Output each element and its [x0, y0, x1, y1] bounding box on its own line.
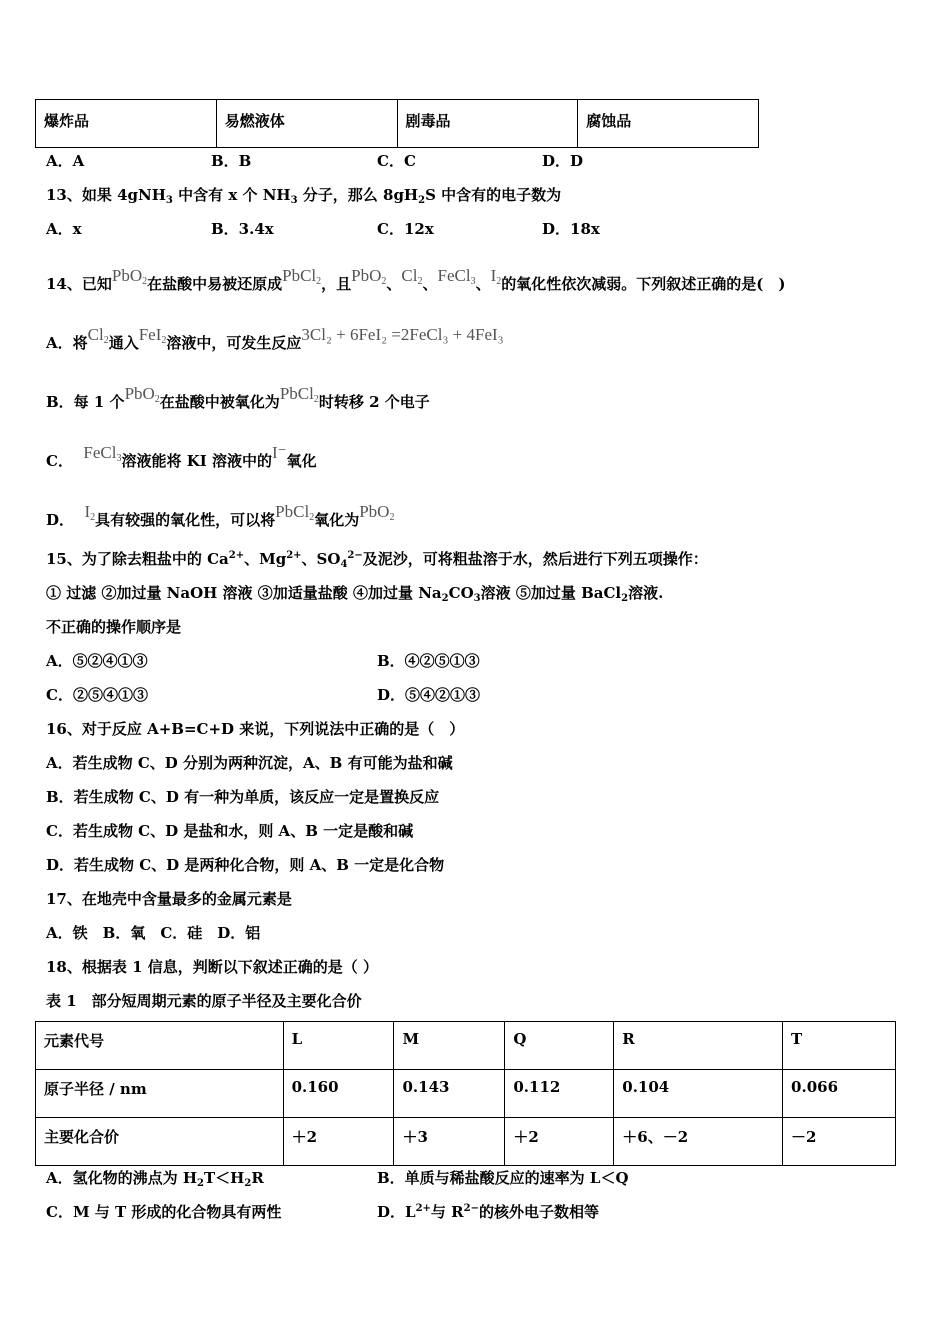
table-cell: 腐蚀品 [578, 100, 759, 148]
option-a: A．将Cl2通入FeI2溶液中，可发生反应3Cl₂ + 6FeI₂ =2FeCl₃ + 4FeI₃ [46, 325, 504, 352]
option-c: C．12x [377, 220, 434, 238]
table-cell: 0.112 [505, 1070, 614, 1118]
option-d: D．⑤④②①③ [377, 686, 481, 704]
table-cell: 0.066 [783, 1070, 896, 1118]
option-d: D．$L^{2+}$与 $R^{2-}$的核外电子数相等 [377, 1203, 599, 1221]
table-cell: 0.143 [394, 1070, 505, 1118]
table-cell: 原子半径 / nm [36, 1070, 284, 1118]
table-cell: M [394, 1022, 505, 1070]
table-cell: 易燃液体 [216, 100, 397, 148]
table-cell: Q [505, 1022, 614, 1070]
table-cell: 剧毒品 [397, 100, 578, 148]
table-cell: ＋6、－2 [614, 1118, 783, 1166]
table-cell: ＋2 [283, 1118, 394, 1166]
option-d: D． I2具有较强的氧化性，可以将PbCl2氧化为PbO2 [46, 502, 395, 529]
option-a: A．氢化物的沸点为 $H_2T<H_2R$ [46, 1169, 264, 1189]
element-table [35, 1021, 896, 1166]
table-cell: 0.104 [614, 1070, 783, 1118]
option-c: C．②⑤④①③ [46, 686, 148, 704]
table-row [36, 1070, 896, 1118]
question-17-options: A．铁 B．氧 C．硅 D．铝 [46, 924, 261, 942]
option-c: C．C [377, 152, 416, 170]
option-d: D．若生成物 C、D 是两种化合物，则 A、B 一定是化合物 [46, 856, 445, 874]
question-15-stem: 15、为了除去粗盐中的 $Ca^{2+}$、$Mg^{2+}$、$SO_4^{2-}$及泥沙，可将粗盐溶于水，然后进行下列五项操作： [46, 550, 708, 570]
table-cell: 爆炸品 [36, 100, 217, 148]
table-cell: ＋3 [394, 1118, 505, 1166]
table-cell: ＋2 [505, 1118, 614, 1166]
question-15-prompt: 不正确的操作顺序是 [46, 618, 182, 636]
option-c: C． FeCl3溶液能将 KI 溶液中的I⁻氧化 [46, 443, 317, 470]
option-b: B．单质与稀盐酸反应的速率为 L＜Q [377, 1169, 629, 1187]
question-13-stem: 13、如果 4gNH$_3$ 中含有 x 个 $NH_3$ 分子，那么 $8gH_2S$ 中含有的电子数为 [46, 186, 562, 206]
option-c: C．M 与 T 形成的化合物具有两性 [46, 1203, 282, 1221]
table-cell: 元素代号 [36, 1022, 284, 1070]
option-a: A．⑤②④①③ [46, 652, 148, 670]
question-17-stem: 17、在地壳中含量最多的金属元素是 [46, 890, 292, 908]
question-14-stem: 14、已知PbO2在盐酸中易被还原成PbCl2，且PbO2、Cl2、FeCl3、I2的氧化性依次减弱。下列叙述正确的是( ) [46, 266, 786, 293]
option-b: B．④②⑤①③ [377, 652, 480, 670]
question-18-stem: 18、根据表 1 信息，判断以下叙述正确的是（ ） [46, 958, 378, 976]
table-caption: 表 1 部分短周期元素的原子半径及主要化合价 [46, 992, 362, 1010]
option-b: B．每 1 个PbO2在盐酸中被氧化为PbCl2时转移 2 个电子 [46, 384, 430, 411]
option-d: D．18x [542, 220, 600, 238]
option-d: D．D [542, 152, 584, 170]
option-a: A．A [46, 152, 85, 170]
option-c: C．若生成物 C、D 是盐和水，则 A、B 一定是酸和碱 [46, 822, 414, 840]
option-b: B．若生成物 C、D 有一种为单质，该反应一定是置换反应 [46, 788, 440, 806]
table-row [36, 1022, 896, 1070]
option-b: B．3.4x [211, 220, 274, 238]
table-cell: L [283, 1022, 394, 1070]
option-a: A．x [46, 220, 82, 238]
table-row [36, 1118, 896, 1166]
question-16-stem: 16、对于反应 A+B=C+D 来说，下列说法中正确的是（ ） [46, 720, 465, 738]
table-cell: R [614, 1022, 783, 1070]
question-15-operations: ① 过滤 ②加过量 NaOH 溶液 ③加适量盐酸 ④加过量 $Na_2CO_3$溶液 ⑤加过量 BaCl$_2$溶液. [46, 584, 664, 604]
option-b: B．B [211, 152, 252, 170]
table-cell: －2 [783, 1118, 896, 1166]
table-cell: 主要化合价 [36, 1118, 284, 1166]
table-cell: 0.160 [283, 1070, 394, 1118]
option-a: A．若生成物 C、D 分别为两种沉淀，A、B 有可能为盐和碱 [46, 754, 453, 772]
hazard-table [35, 99, 759, 148]
table-cell: T [783, 1022, 896, 1070]
